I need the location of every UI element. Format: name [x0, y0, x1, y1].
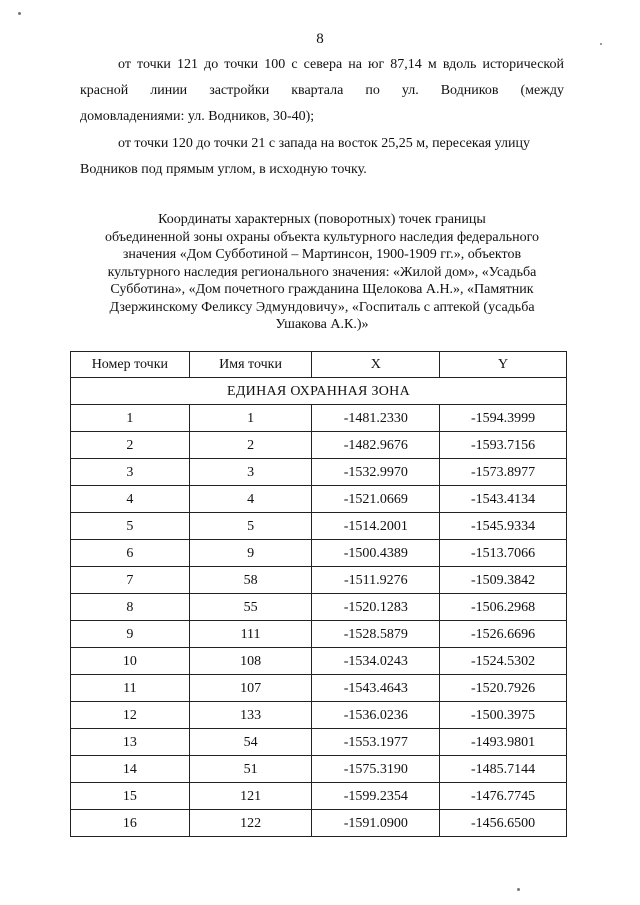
- column-header-point-number: Номер точки: [71, 352, 190, 378]
- paragraph-word: Водников: [440, 83, 499, 98]
- page-number: 8: [316, 31, 324, 47]
- paragraph-word: застройки: [209, 83, 270, 98]
- cell-point-number: 5: [71, 513, 190, 540]
- cell-point-number: 12: [71, 702, 190, 729]
- cell-x: -1500.4389: [312, 540, 440, 567]
- table-row: [71, 783, 567, 810]
- table-row: [71, 756, 567, 783]
- cell-x: -1511.9276: [312, 567, 440, 594]
- cell-point-name: 133: [189, 702, 312, 729]
- cell-point-name: 58: [189, 567, 312, 594]
- cell-point-number: 2: [71, 432, 190, 459]
- cell-x: -1521.0669: [312, 486, 440, 513]
- cell-y: -1509.3842: [440, 567, 567, 594]
- table-row: [71, 486, 567, 513]
- cell-x: -1532.9970: [312, 459, 440, 486]
- cell-y: -1526.6696: [440, 621, 567, 648]
- cell-point-name: 111: [189, 621, 312, 648]
- cell-point-number: 7: [71, 567, 190, 594]
- cell-point-number: 6: [71, 540, 190, 567]
- table-row: [71, 594, 567, 621]
- heading-line: Ушакова А.К.)»: [275, 317, 369, 332]
- cell-point-number: 13: [71, 729, 190, 756]
- cell-point-number: 1: [71, 405, 190, 432]
- table-row: [71, 675, 567, 702]
- cell-y: -1524.5302: [440, 648, 567, 675]
- heading-line: значения «Дом Субботиной – Мартинсон, 1900-1909 гг.», объектов: [122, 247, 522, 262]
- cell-point-number: 16: [71, 810, 190, 837]
- paragraph-route-121-100-cont: [80, 78, 564, 130]
- paragraph-line: от точки 121 до точки 100 с севера на юг 87,14 м вдоль исторической: [118, 57, 564, 72]
- cell-x: -1482.9676: [312, 432, 440, 459]
- cell-point-name: 5: [189, 513, 312, 540]
- cell-point-name: 51: [189, 756, 312, 783]
- table-row: [71, 702, 567, 729]
- cell-point-name: 3: [189, 459, 312, 486]
- zone-title: ЕДИНАЯ ОХРАННАЯ ЗОНА: [71, 378, 567, 405]
- cell-point-name: 2: [189, 432, 312, 459]
- zone-title-row: [71, 378, 567, 405]
- cell-y: -1593.7156: [440, 432, 567, 459]
- paragraph-route-120-21: [80, 131, 564, 183]
- cell-x: -1528.5879: [312, 621, 440, 648]
- cell-point-name: 121: [189, 783, 312, 810]
- column-header-y: Y: [440, 352, 567, 378]
- table-row: [71, 810, 567, 837]
- cell-x: -1553.1977: [312, 729, 440, 756]
- column-header-x: X: [312, 352, 440, 378]
- cell-y: -1456.6500: [440, 810, 567, 837]
- cell-point-name: 108: [189, 648, 312, 675]
- cell-x: -1481.2330: [312, 405, 440, 432]
- table-row: [71, 648, 567, 675]
- cell-point-name: 9: [189, 540, 312, 567]
- cell-y: -1513.7066: [440, 540, 567, 567]
- cell-point-name: 4: [189, 486, 312, 513]
- paragraph-word: ул.: [401, 83, 419, 98]
- paragraph-word: по: [365, 83, 380, 98]
- cell-x: -1520.1283: [312, 594, 440, 621]
- cell-y: -1506.2968: [440, 594, 567, 621]
- table-header-row: [71, 352, 567, 378]
- cell-x: -1575.3190: [312, 756, 440, 783]
- cell-point-number: 4: [71, 486, 190, 513]
- cell-y: -1543.4134: [440, 486, 567, 513]
- scan-speck: [18, 12, 21, 15]
- cell-y: -1594.3999: [440, 405, 567, 432]
- cell-y: -1476.7745: [440, 783, 567, 810]
- paragraph-line: Водников под прямым углом, в исходную точку.: [80, 162, 367, 177]
- cell-point-number: 14: [71, 756, 190, 783]
- table-row: [71, 432, 567, 459]
- cell-y: -1545.9334: [440, 513, 567, 540]
- paragraph-word: квартала: [291, 83, 344, 98]
- coordinates-heading: [75, 211, 569, 334]
- cell-point-name: 1: [189, 405, 312, 432]
- cell-point-number: 8: [71, 594, 190, 621]
- paragraph-route-121-100: [80, 52, 564, 78]
- cell-y: -1500.3975: [440, 702, 567, 729]
- heading-line: объединенной зоны охраны объекта культурного наследия федерального: [105, 229, 539, 245]
- cell-x: -1543.4643: [312, 675, 440, 702]
- table-row: [71, 540, 567, 567]
- table-row: [71, 567, 567, 594]
- cell-y: -1573.8977: [440, 459, 567, 486]
- heading-line: Дзержинскому Феликсу Эдмундовичу», «Госпиталь с аптекой (усадьба: [109, 299, 535, 315]
- cell-x: -1514.2001: [312, 513, 440, 540]
- cell-x: -1591.0900: [312, 810, 440, 837]
- heading-line: Координаты характерных (поворотных) точек границы: [158, 212, 486, 227]
- cell-point-number: 9: [71, 621, 190, 648]
- scan-speck: [600, 43, 602, 45]
- cell-point-name: 122: [189, 810, 312, 837]
- cell-point-number: 3: [71, 459, 190, 486]
- cell-point-number: 15: [71, 783, 190, 810]
- table-row: [71, 405, 567, 432]
- cell-point-number: 11: [71, 675, 190, 702]
- table-row: [71, 459, 567, 486]
- paragraph-justified-line: [80, 78, 564, 104]
- cell-x: -1536.0236: [312, 702, 440, 729]
- heading-line: Субботина», «Дом почетного гражданина Щелокова А.Н.», «Памятник: [110, 282, 534, 297]
- cell-point-name: 107: [189, 675, 312, 702]
- table-row: [71, 621, 567, 648]
- coordinates-table: [70, 351, 567, 837]
- cell-point-number: 10: [71, 648, 190, 675]
- cell-x: -1534.0243: [312, 648, 440, 675]
- paragraph-word: (между: [520, 83, 564, 98]
- cell-point-name: 54: [189, 729, 312, 756]
- cell-y: -1520.7926: [440, 675, 567, 702]
- cell-y: -1493.9801: [440, 729, 567, 756]
- cell-point-name: 55: [189, 594, 312, 621]
- paragraph-word: линии: [150, 83, 188, 98]
- paragraph-line: домовладениями: ул. Водников, 30-40);: [80, 109, 315, 124]
- heading-line: культурного наследия регионального значения: «Жилой дом», «Усадьба: [107, 264, 537, 280]
- paragraph-line: от точки 120 до точки 21 с запада на восток 25,25 м, пересекая улицу: [118, 136, 531, 151]
- cell-x: -1599.2354: [312, 783, 440, 810]
- scan-speck: [517, 888, 520, 891]
- table-row: [71, 513, 567, 540]
- paragraph-word: красной: [80, 83, 129, 98]
- table-row: [71, 729, 567, 756]
- cell-y: -1485.7144: [440, 756, 567, 783]
- column-header-point-name: Имя точки: [189, 352, 312, 378]
